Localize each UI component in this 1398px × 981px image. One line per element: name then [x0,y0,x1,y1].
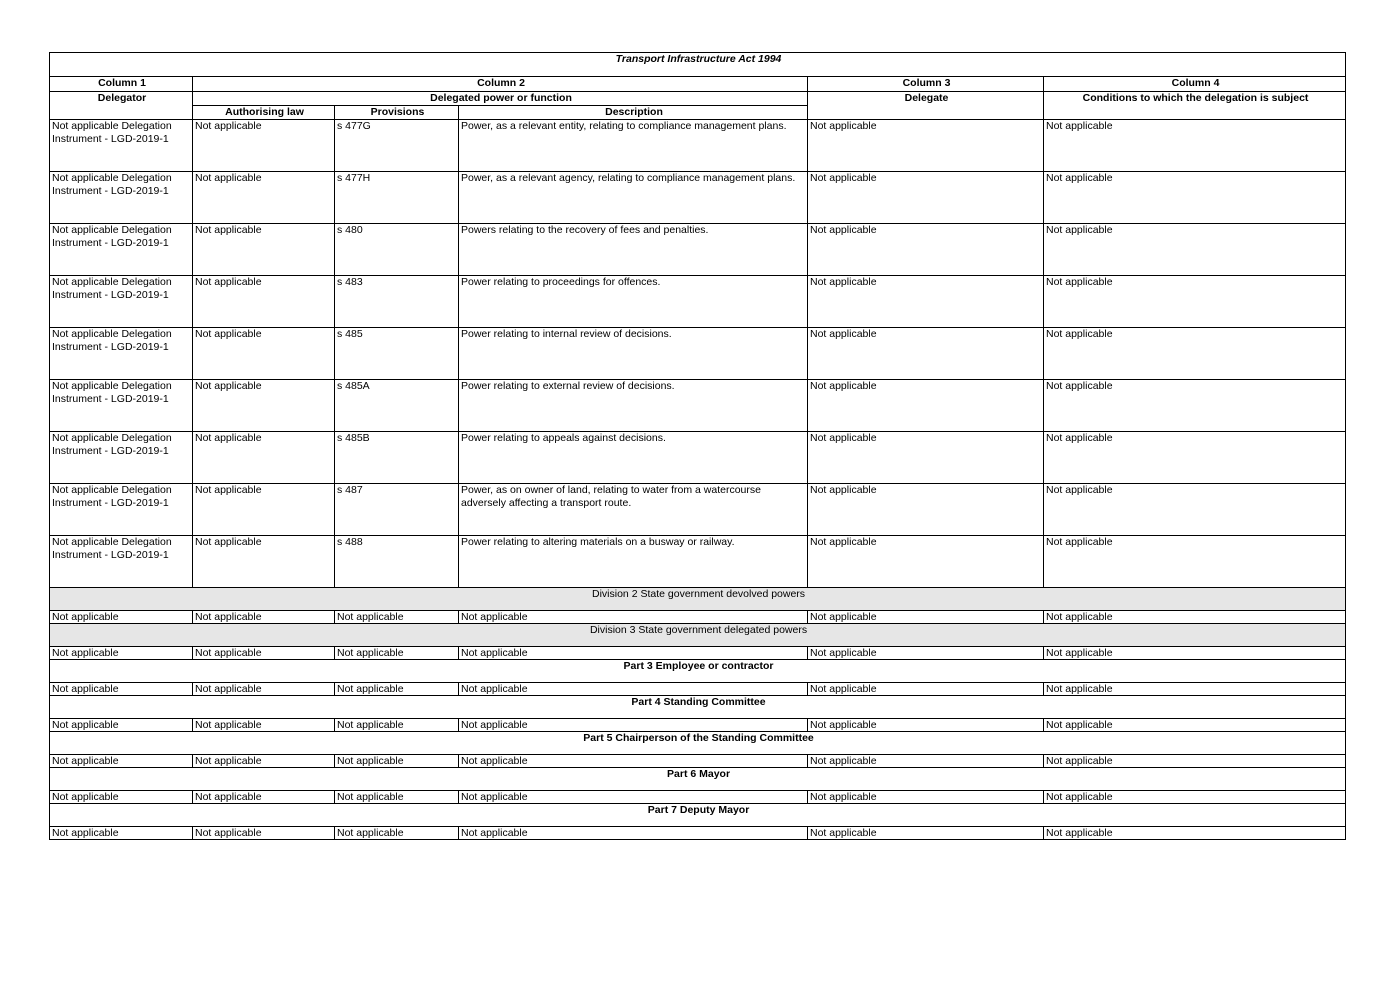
description-cell: Power, as on owner of land, relating to water from a watercourse adversely affecting a transport route. [459,484,808,536]
delegator-cell: Not applicable Delegation Instrument - LGD-2019-1 [50,172,193,224]
provision-cell: s 477G [335,120,459,172]
authorising-law-cell: Not applicable [193,224,335,276]
section-title: Part 5 Chairperson of the Standing Committee [50,732,1346,755]
section-title: Part 3 Employee or contractor [50,660,1346,683]
not-applicable-cell: Not applicable [808,683,1044,696]
conditions-header: Conditions to which the delegation is subject [1044,92,1346,120]
table-title: Transport Infrastructure Act 1994 [50,53,1346,77]
delegator-cell: Not applicable Delegation Instrument - LGD-2019-1 [50,276,193,328]
not-applicable-cell: Not applicable [1044,683,1346,696]
conditions-cell: Not applicable [1044,276,1346,328]
provision-cell: s 480 [335,224,459,276]
section-row [50,624,1346,647]
delegate-cell: Not applicable [808,328,1044,380]
not-applicable-cell: Not applicable [193,683,335,696]
column-1-header: Column 1 [50,77,193,92]
conditions-cell: Not applicable [1044,224,1346,276]
not-applicable-cell: Not applicable [193,791,335,804]
table-row [50,647,1346,660]
provision-cell: s 485A [335,380,459,432]
not-applicable-cell: Not applicable [808,791,1044,804]
not-applicable-cell: Not applicable [808,647,1044,660]
description-cell: Power, as a relevant agency, relating to compliance management plans. [459,172,808,224]
table-row [50,827,1346,840]
not-applicable-cell: Not applicable [335,791,459,804]
delegator-cell: Not applicable Delegation Instrument - LGD-2019-1 [50,328,193,380]
conditions-cell: Not applicable [1044,328,1346,380]
description-cell: Power relating to internal review of decisions. [459,328,808,380]
table-row [50,328,1346,380]
delegator-cell: Not applicable Delegation Instrument - LGD-2019-1 [50,536,193,588]
not-applicable-cell: Not applicable [335,827,459,840]
authorising-law-cell: Not applicable [193,380,335,432]
conditions-cell: Not applicable [1044,172,1346,224]
delegate-cell: Not applicable [808,484,1044,536]
delegate-cell: Not applicable [808,536,1044,588]
not-applicable-cell: Not applicable [459,755,808,768]
section-title: Part 4 Standing Committee [50,696,1346,719]
not-applicable-cell: Not applicable [459,791,808,804]
not-applicable-cell: Not applicable [50,683,193,696]
provision-cell: s 483 [335,276,459,328]
description-cell: Power relating to altering materials on a busway or railway. [459,536,808,588]
column-3-header: Column 3 [808,77,1044,92]
not-applicable-cell: Not applicable [1044,611,1346,624]
provision-cell: s 487 [335,484,459,536]
not-applicable-cell: Not applicable [1044,647,1346,660]
table-row [50,536,1346,588]
section-title: Division 2 State government devolved powers [50,588,1346,611]
table-row [50,120,1346,172]
not-applicable-cell: Not applicable [50,755,193,768]
not-applicable-cell: Not applicable [193,611,335,624]
column-4-header: Column 4 [1044,77,1346,92]
section-row [50,588,1346,611]
table-row [50,484,1346,536]
description-cell: Power relating to proceedings for offences. [459,276,808,328]
not-applicable-cell: Not applicable [193,719,335,732]
description-cell: Power relating to external review of decisions. [459,380,808,432]
provisions-header: Provisions [335,106,459,120]
not-applicable-cell: Not applicable [459,827,808,840]
table-row [50,791,1346,804]
provision-cell: s 485B [335,432,459,484]
conditions-cell: Not applicable [1044,380,1346,432]
provision-cell: s 488 [335,536,459,588]
not-applicable-cell: Not applicable [50,647,193,660]
table-row [50,432,1346,484]
table-row [50,172,1346,224]
not-applicable-cell: Not applicable [459,647,808,660]
not-applicable-cell: Not applicable [50,611,193,624]
conditions-cell: Not applicable [1044,432,1346,484]
not-applicable-cell: Not applicable [808,755,1044,768]
description-cell: Power, as a relevant entity, relating to compliance management plans. [459,120,808,172]
not-applicable-cell: Not applicable [808,719,1044,732]
delegator-cell: Not applicable Delegation Instrument - LGD-2019-1 [50,224,193,276]
not-applicable-cell: Not applicable [808,827,1044,840]
authorising-law-cell: Not applicable [193,120,335,172]
section-row [50,804,1346,827]
authorising-law-cell: Not applicable [193,276,335,328]
section-title: Part 7 Deputy Mayor [50,804,1346,827]
table-row [50,380,1346,432]
authorising-law-cell: Not applicable [193,432,335,484]
table-row [50,755,1346,768]
column-2-header: Column 2 [193,77,808,92]
not-applicable-cell: Not applicable [193,755,335,768]
authorising-law-cell: Not applicable [193,328,335,380]
provision-cell: s 485 [335,328,459,380]
not-applicable-cell: Not applicable [1044,791,1346,804]
delegator-cell: Not applicable Delegation Instrument - LGD-2019-1 [50,484,193,536]
table-row [50,683,1346,696]
not-applicable-cell: Not applicable [193,827,335,840]
not-applicable-cell: Not applicable [335,611,459,624]
not-applicable-cell: Not applicable [335,647,459,660]
delegate-header: Delegate [808,92,1044,120]
delegated-power-header: Delegated power or function [193,92,808,106]
not-applicable-cell: Not applicable [1044,755,1346,768]
section-title: Part 6 Mayor [50,768,1346,791]
not-applicable-cell: Not applicable [459,611,808,624]
conditions-cell: Not applicable [1044,536,1346,588]
delegation-table [49,52,1346,840]
not-applicable-cell: Not applicable [335,755,459,768]
conditions-cell: Not applicable [1044,484,1346,536]
not-applicable-cell: Not applicable [50,719,193,732]
not-applicable-cell: Not applicable [459,719,808,732]
section-row [50,732,1346,755]
delegate-cell: Not applicable [808,276,1044,328]
delegator-cell: Not applicable Delegation Instrument - LGD-2019-1 [50,120,193,172]
delegate-cell: Not applicable [808,224,1044,276]
authorising-law-cell: Not applicable [193,536,335,588]
provision-cell: s 477H [335,172,459,224]
description-header: Description [459,106,808,120]
section-row [50,660,1346,683]
description-cell: Powers relating to the recovery of fees and penalties. [459,224,808,276]
not-applicable-cell: Not applicable [193,647,335,660]
conditions-cell: Not applicable [1044,120,1346,172]
table-row [50,611,1346,624]
not-applicable-cell: Not applicable [50,791,193,804]
delegator-header: Delegator [50,92,193,120]
not-applicable-cell: Not applicable [1044,827,1346,840]
table-row [50,276,1346,328]
section-title: Division 3 State government delegated powers [50,624,1346,647]
authorising-law-header: Authorising law [193,106,335,120]
table-row [50,224,1346,276]
not-applicable-cell: Not applicable [1044,719,1346,732]
section-row [50,768,1346,791]
authorising-law-cell: Not applicable [193,172,335,224]
delegate-cell: Not applicable [808,380,1044,432]
delegator-cell: Not applicable Delegation Instrument - LGD-2019-1 [50,432,193,484]
table-row [50,719,1346,732]
delegate-cell: Not applicable [808,172,1044,224]
not-applicable-cell: Not applicable [459,683,808,696]
description-cell: Power relating to appeals against decisions. [459,432,808,484]
delegate-cell: Not applicable [808,120,1044,172]
authorising-law-cell: Not applicable [193,484,335,536]
delegate-cell: Not applicable [808,432,1044,484]
section-row [50,696,1346,719]
not-applicable-cell: Not applicable [335,719,459,732]
delegator-cell: Not applicable Delegation Instrument - LGD-2019-1 [50,380,193,432]
not-applicable-cell: Not applicable [50,827,193,840]
not-applicable-cell: Not applicable [808,611,1044,624]
not-applicable-cell: Not applicable [335,683,459,696]
